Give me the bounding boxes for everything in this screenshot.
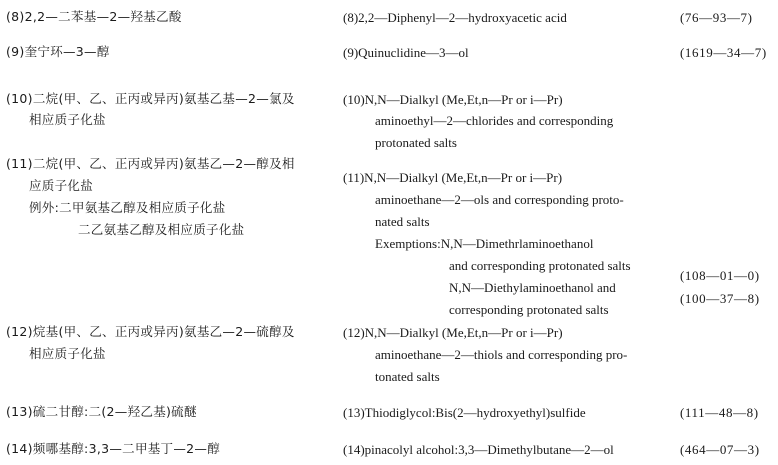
entry-11-english-line-5: and corresponding protonated salts bbox=[449, 258, 631, 273]
entry-11-cas-2: (100—37—8) bbox=[680, 291, 760, 306]
entry-9-cas: (1619—34—7) bbox=[680, 45, 767, 60]
entry-11-cas-1: (108—01—0) bbox=[680, 268, 760, 283]
entry-11-chinese-line-2: 应质子化盐 bbox=[29, 178, 94, 193]
entry-10-english-line-2: aminoethyl—2—chlorides and corresponding bbox=[375, 113, 614, 128]
entry-11-english-line-4: Exemptions:N,N—Dimethrlaminoethanol bbox=[375, 236, 594, 251]
entry-11-english-line-7: corresponding protonated salts bbox=[449, 302, 609, 317]
entry-12-chinese-line-2: 相应质子化盐 bbox=[29, 346, 106, 361]
entry-10-chinese-line-1: (10)二烷(甲、乙、正丙或异丙)氨基乙基—2—氯及 bbox=[6, 91, 295, 106]
entry-11-english-line-3: nated salts bbox=[375, 214, 430, 229]
entry-11-exemption-1: 例外:二甲氨基乙醇及相应质子化盐 bbox=[29, 200, 226, 215]
entry-12-english-line-2: aminoethane—2—thiols and corresponding pro- bbox=[375, 347, 628, 362]
entry-14-cas: (464—07—3) bbox=[680, 442, 760, 457]
entry-10-english-line-1: (10)N,N—Dialkyl (Me,Et,n—Pr or i—Pr) bbox=[343, 92, 563, 107]
entry-11-exemption-2: 二乙氨基乙醇及相应质子化盐 bbox=[78, 222, 245, 237]
entry-11-english-line-2: aminoethane—2—ols and corresponding proto- bbox=[375, 192, 624, 207]
entry-13-english: (13)Thiodiglycol:Bis(2—hydroxyethyl)sulfide bbox=[343, 405, 586, 420]
entry-14-chinese: (14)频哪基醇:3,3—二甲基丁—2—醇 bbox=[6, 441, 221, 456]
entry-14-english: (14)pinacolyl alcohol:3,3—Dimethylbutane—2—ol bbox=[343, 442, 614, 457]
entry-9-chinese: (9)奎宁环—3—醇 bbox=[6, 44, 110, 59]
entry-8-chinese: (8)2,2—二苯基—2—羟基乙酸 bbox=[6, 9, 182, 24]
entry-12-english-line-3: tonated salts bbox=[375, 369, 440, 384]
entry-9-english: (9)Quinuclidine—3—ol bbox=[343, 45, 469, 60]
entry-11-english-line-6: N,N—Diethylaminoethanol and bbox=[449, 280, 616, 295]
entry-13-chinese: (13)硫二甘醇:二(2—羟乙基)硫醚 bbox=[6, 404, 197, 419]
entry-10-english-line-3: protonated salts bbox=[375, 135, 457, 150]
entry-12-chinese-line-1: (12)烷基(甲、乙、正丙或异丙)氨基乙—2—硫醇及 bbox=[6, 324, 295, 339]
entry-11-chinese-line-1: (11)二烷(甲、乙、正丙或异丙)氨基乙—2—醇及相 bbox=[6, 156, 295, 171]
entry-12-english-line-1: (12)N,N—Dialkyl (Me,Et,n—Pr or i—Pr) bbox=[343, 325, 563, 340]
entry-10-chinese-line-2: 相应质子化盐 bbox=[29, 112, 106, 127]
entry-13-cas: (111—48—8) bbox=[680, 405, 759, 420]
entry-11-english-line-1: (11)N,N—Dialkyl (Me,Et,n—Pr or i—Pr) bbox=[343, 170, 563, 185]
entry-8-cas: (76—93—7) bbox=[680, 10, 753, 25]
entry-8-english: (8)2,2—Diphenyl—2—hydroxyacetic acid bbox=[343, 10, 567, 25]
